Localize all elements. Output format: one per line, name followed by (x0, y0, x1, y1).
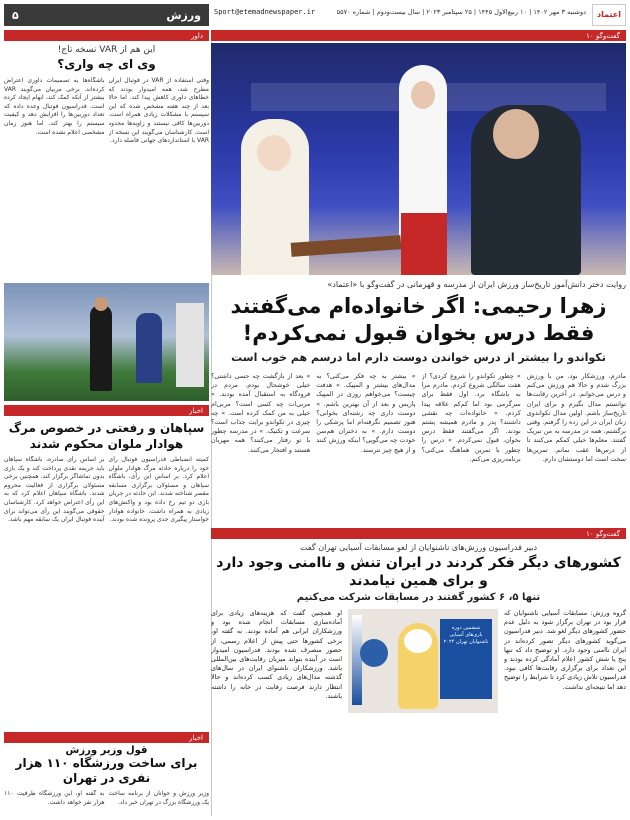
sidebar-story-3-column-1: وزیر ورزش و جوانان از برنامه ساخت یک ورزشگاه بزرگ در تهران خبر داد. (108, 790, 209, 806)
main-story (211, 30, 626, 816)
second-story-text-left: او همچنین گفت که هزینه‌های زیادی برای آماده‌سازی مسابقات انجام شده بود و ورزشکاران ایرانی هم آماده بودند. به گفته او، برخی کشورها حتی پیش از اعلام رسمی، از حضور منصرف شده بودند. فدراسیون امیدوار است در آینده بتواند میزبان رقابت‌های بین‌المللی باشد. ورزشکاران ناشنوای ایران در سال‌های گذشته مدال‌های زیادی کسب کرده‌اند و حالا انتظار دارند فرصت رقابت در خانه را داشته باشند. (211, 609, 342, 700)
main-story-column-3: » بیشتر به چه فکر می‌کنی؟ به مدال‌های بیشتر و المپیک. » هدفت چیست؟ می‌خواهم روزی در المپیک پاریس و بعد از آن بهترین باشم. » دوست داری چه رشته‌ای بخوانی؟ هنوز تصمیم نگرفته‌ام اما پزشکی را دوست دارم. » به دختران هم‌سن خودت چه می‌گویی؟ اینکه ورزش کنند و از هیچ چیز نترسند. (316, 372, 416, 454)
main-story-column-1: مادرم، ورزشکار بود. من با ورزش بزرگ شدم و حالا هم ورزش می‌کنم و درس می‌خوانم. در آخرین رقابت‌ها توانستم مدال بگیرم و برای ایران تاریخ‌ساز باشم. اولین مدال تکواندوی زنان ایران در این رده را گرفتم. وقتی برگشتم، همه در مدرسه به من تبریک گفتند. معلم‌ها خیلی کمکم می‌کنند تا از درس‌ها عقب نمانم. تمرین‌ها سخت است اما دوستشان دارم. (526, 372, 626, 463)
sidebar-story-3-headline[interactable]: برای ساخت ورزشگاه ۱۱۰ هزار نفری در تهران (15, 756, 198, 785)
sidebar-story-3-supertitle: قول وزیر ورزش (65, 745, 148, 756)
main-story-subhead: تکواندو را بیشتر از درس خواندن دوست دارم اما درسم هم خوب است (231, 351, 606, 364)
sidebar-story-2-headline[interactable]: سپاهان و رفعتی در خصوص مرگ هوادار ملوان محکوم شدند (8, 421, 205, 451)
photo-mascot-face (404, 629, 432, 653)
second-story-photo (348, 609, 498, 713)
sidebar-story-1-photo (4, 283, 209, 401)
sidebar-story-3-column-2: به گفته او، این ورزشگاه ظرفیت ۱۱۰ هزار نفر خواهد داشت. (4, 790, 105, 806)
sidebar-tag-1: داور (4, 30, 209, 41)
main-story-tag: گفت‌وگو ۱۰ (211, 30, 626, 41)
sidebar-story-2-column-1: کمیته انضباطی فدراسیون فوتبال رأی خود را درباره حادثه مرگ هوادار ملوان اعلام کرد. بر اساس این رأی، باشگاه سپاهان و مسئولان برگزاری مسابقه مقصر شناخته شدند. این حادثه در جریان بازی دو تیم رخ داده بود و واکنش‌های زیادی به همراه داشت. خانواده هوادار خواستار پیگیری جدی پرونده شده بودند. (108, 456, 209, 524)
sidebar-tag-3: اخبار (4, 732, 209, 743)
sidebar-tag-2: اخبار (4, 405, 209, 416)
second-story-tag: گفت‌وگو ۱۰ (211, 528, 626, 539)
sidebar-story-3-body (4, 790, 209, 820)
sidebar-story-1-body (4, 77, 209, 277)
sidebar-story-2-body (4, 456, 209, 726)
photo-player (136, 313, 162, 383)
main-story-headline[interactable]: زهرا رحیمی: اگر خانواده‌ام می‌گفتند فقط درس بخوان قبول نمی‌کردم! (230, 294, 607, 345)
section-title: ورزش (166, 8, 201, 22)
photo-poster-text: ششمین دوره بازی‌های آسیایی ناشنوایان تهران ۲۰۲۴ (443, 625, 489, 645)
sidebar-story-2-column-2: بر اساس رأی صادره، باشگاه سپاهان باید جریمه نقدی پرداخت کند و یک بازی بدون تماشاگر برگزار کند. همچنین برخی مسئولان برگزاری از فعالیت محروم شدند. باشگاه سپاهان اعلام کرد که به این رأی اعتراض خواهد کرد. کارشناسان حقوقی می‌گویند این رأی می‌تواند برای آینده فوتبال ایران یک سابقه مهم باشد. (4, 456, 105, 524)
sidebar-stories (4, 30, 209, 816)
photo-figure-athlete-face (411, 81, 435, 109)
sidebar-story-1-supertitle: این هم از VAR نسخه تاج! (57, 45, 156, 55)
sidebar-story-1-headline[interactable]: وی ای چه واری؟ (57, 57, 156, 71)
photo-player-2 (176, 303, 204, 387)
main-story-body (211, 372, 626, 522)
photo-referee (90, 305, 112, 391)
second-story-media (348, 609, 498, 820)
photo-figure-official-head (493, 109, 539, 159)
second-story-headline[interactable]: کشورهای دیگر فکر کردند در ایران تنش و ناامنی وجود دارد و برای همین نیامدند (216, 555, 621, 589)
photo-figure-athlete-uniform (401, 213, 447, 275)
photo-emblem (360, 639, 388, 667)
second-story-text-right: گروه ورزش: مسابقات آسیایی ناشنوایان که قرار بود در تهران برگزار شود به دلیل عدم حضور کشورهای دیگر لغو شد. دبیر فدراسیون می‌گوید کشورهای دیگر تصور کرده‌اند در ایران ناامنی وجود دارد. او توضیح داد که تنها پنج یا شش کشور اعلام آمادگی کرده بودند و این تعداد برای برگزاری رقابت‌ها کافی نبود. فدراسیون تلاش زیادی کرد تا شرایط را توضیح دهد اما نتیجه‌ای نداشت. (504, 609, 626, 691)
main-story-supertitle: روایت دختر دانش‌آموز تاریخ‌ساز ورزش ایران از مدرسه و قهرمانی در گفت‌وگو با «اعتماد» (327, 280, 626, 289)
section-banner (4, 4, 209, 26)
page-header (4, 4, 626, 28)
second-story-subhead: تنها ۵، ۶ کشور گفتند در مسابقات شرکت می‌کنیم (296, 592, 541, 603)
main-story-column-4: » بعد از بازگشت چه حسی داشتی؟ خیلی خوشحال بودم. مردم در فرودگاه به استقبال آمده بودند. » مربی‌ات چه کسی است؟ مربی‌ام خیلی به من کمک کرده است. » چه چیزی در تکواندو برایت جذاب است؟ سرعت و تکنیک. » در مدرسه چطور با تو رفتار می‌کنند؟ همه مهربان هستند و افتخار می‌کنند. (211, 372, 311, 454)
main-story-photo (211, 43, 626, 275)
page-number: ۵ (12, 8, 19, 22)
issue-date-line: دوشنبه ۳ مهر ۱۴۰۲ | ۱۰ ربیع‌الاول ۱۴۴۵ | ۲۵ سپتامبر ۲۰۲۳ | سال بیست‌ودوم | شماره ۵۵۷۰ (336, 8, 586, 16)
photo-referee-head (94, 297, 108, 311)
main-story-column-2: » چطور تکواندو را شروع کردی؟ از هفت سالگی شروع کردم. مادرم مرا به باشگاه برد. اول فقط برای سرگرمی بود اما کم‌کم علاقه پیدا کردم. » خانواده‌ات چه نقشی داشتند؟ پدر و مادرم همیشه پشتم بودند. اگر می‌گفتند فقط درس بخوان، قبول نمی‌کردم. » درس را چطور با تمرین هماهنگ می‌کنی؟ برنامه‌ریزی می‌کنم. (421, 372, 521, 463)
newspaper-logo: اعتماد (592, 4, 626, 26)
sidebar-story-1-column-2: باشگاه‌ها به تصمیمات داوری اعتراض کرده‌اند. برخی مربیان می‌گویند VAR بیشتر از آنکه کمک کند، ابهام ایجاد کرده است. فدراسیون فوتبال وعده داده که تعداد دوربین‌ها را افزایش دهد و کیفیت سیستم را بهتر کند. اما هنوز زمان مشخصی اعلام نشده است. (4, 77, 105, 136)
photo-figure-girl-head (257, 135, 291, 171)
second-story-body (211, 609, 626, 820)
section-email[interactable]: Sport@etemadnewspaper.ir (214, 8, 316, 16)
sidebar-story-1-column-1: وقتی استفاده از VAR در فوتبال ایران مطرح شد، همه امیدوار بودند که خطاهای داوری کاهش پیدا کند. اما حالا بعد از چند هفته مشخص شده که این سیستم با مشکلات زیادی همراه است. دوربین‌ها کافی نیستند و زاویه‌ها محدود است. کارشناسان می‌گویند این نسخه از VAR با استانداردهای جهانی فاصله دارد. (108, 77, 209, 145)
second-story-supertitle: دبیر فدراسیون ورزش‌های ناشنوایان از لغو مسابقات آسیایی تهران گفت (299, 543, 538, 552)
photo-flag (352, 615, 362, 705)
